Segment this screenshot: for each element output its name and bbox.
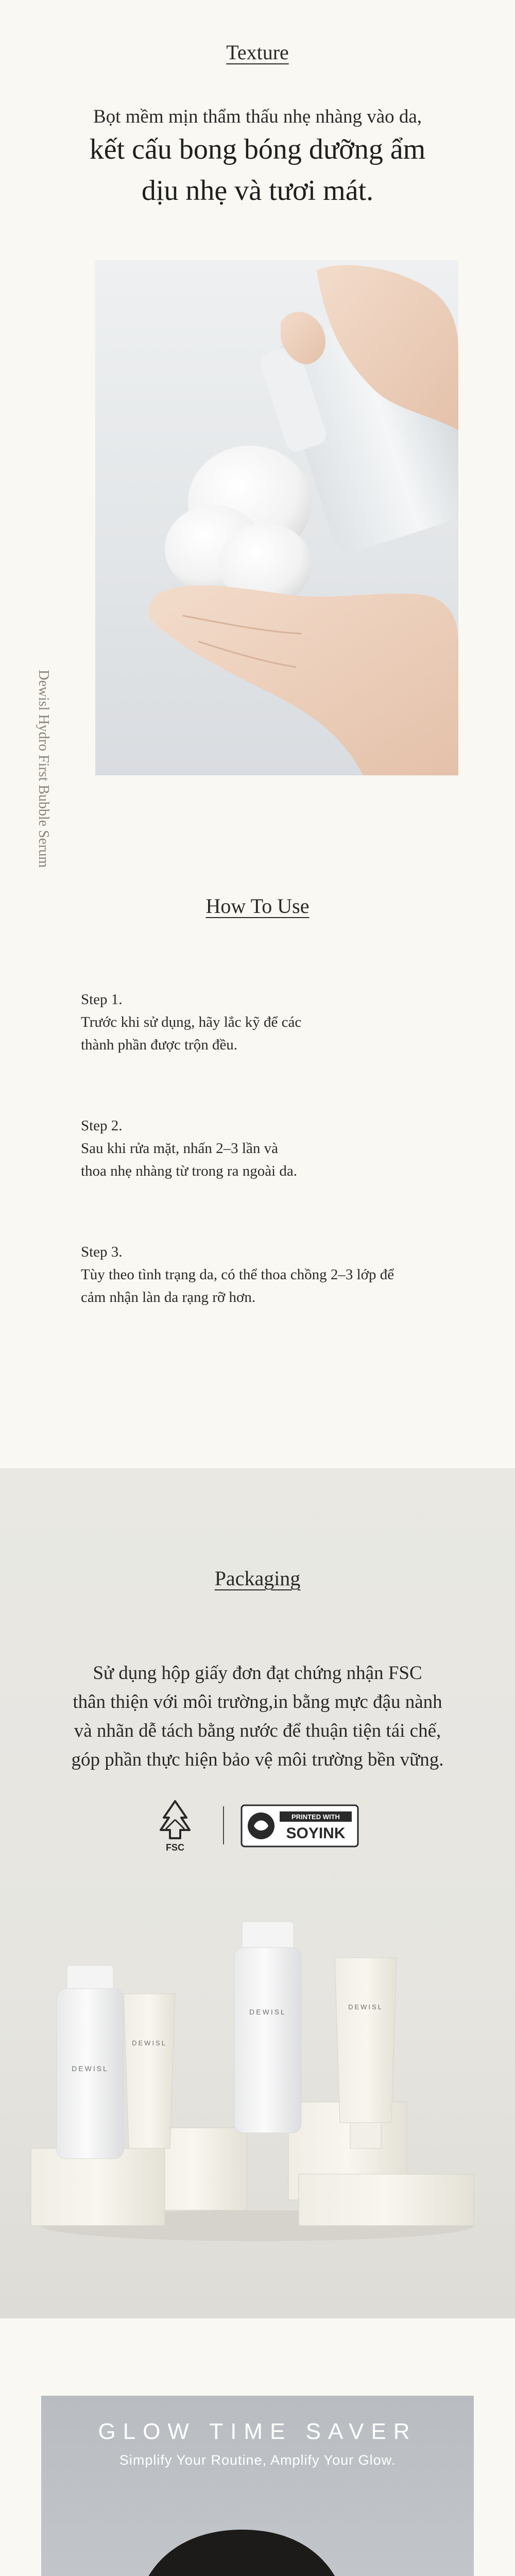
texture-description-line3: dịu nhẹ và tươi mát. <box>141 175 374 207</box>
step-3-line2: cảm nhận làn da rạng rỡ hơn. <box>81 1289 256 1306</box>
soyink-logo <box>239 1800 363 1852</box>
packaging-product-photo <box>0 1906 515 2318</box>
foam-texture-photo <box>95 260 458 775</box>
brand-label-tube-left: DEWISL <box>132 2039 167 2047</box>
step-2-title: Step 2. <box>81 1117 123 1134</box>
product-lineup-illustration <box>0 1906 515 2318</box>
packaging-description-line3: và nhãn dễ tách bằng nước để thuận tiện tái chế, <box>74 1720 441 1741</box>
fsc-tree-icon <box>154 1797 196 1854</box>
texture-description-line2: kết cấu bong bóng dưỡng ẩm <box>89 133 426 165</box>
step-3-line1: Tùy theo tình trạng da, có thể thoa chồng 2–3 lớp để <box>81 1266 394 1283</box>
step-2-line2: thoa nhẹ nhàng từ trong ra ngoài da. <box>81 1163 297 1179</box>
packaging-heading: Packaging <box>214 1567 301 1590</box>
step-2-line1: Sau khi rửa mặt, nhấn 2–3 lần và <box>81 1140 278 1157</box>
glow-subtitle: Simplify Your Routine, Amplify Your Glow. <box>119 2452 396 2468</box>
brand-label-bottle-left: DEWISL <box>72 2064 109 2073</box>
step-3 <box>81 1241 452 1309</box>
soyink-badge-icon <box>239 1800 363 1852</box>
step-1 <box>81 988 452 1056</box>
soyink-top-label: PRINTED WITH <box>291 1813 340 1821</box>
step-2 <box>81 1114 452 1182</box>
packaging-description-line2: thân thiện với môi trường,in bằng mực đậu nành <box>73 1691 442 1713</box>
step-3-title: Step 3. <box>81 1244 123 1260</box>
brand-label-tube-right: DEWISL <box>348 2003 383 2011</box>
packaging-description-line4: góp phần thực hiện bảo vệ môi trường bền vững. <box>71 1749 444 1770</box>
glow-title: GLOW TIME SAVER <box>98 2419 417 2444</box>
product-name-vertical: Dewisl Hydro First Bubble Serum <box>36 670 52 868</box>
soyink-main-label: SOYINK <box>286 1825 346 1842</box>
step-1-line1: Trước khi sử dụng, hãy lắc kỹ để các <box>81 1014 302 1030</box>
step-1-title: Step 1. <box>81 991 123 1008</box>
cert-divider <box>223 1806 224 1844</box>
packaging-description-line1: Sử dụng hộp giấy đơn đạt chứng nhận FSC <box>93 1663 422 1684</box>
fsc-label: FSC <box>166 1842 184 1853</box>
brand-label-bottle-center: DEWISL <box>249 2008 286 2016</box>
fsc-logo <box>154 1797 196 1854</box>
texture-description-line1: Bọt mềm mịn thẩm thấu nhẹ nhàng vào da, <box>93 106 422 127</box>
certification-logos <box>0 1797 515 1854</box>
foam-hand-illustration <box>95 260 458 775</box>
how-to-use-heading: How To Use <box>205 894 310 918</box>
texture-heading: Texture <box>226 41 289 64</box>
step-1-line2: thành phần được trộn đều. <box>81 1037 238 1053</box>
